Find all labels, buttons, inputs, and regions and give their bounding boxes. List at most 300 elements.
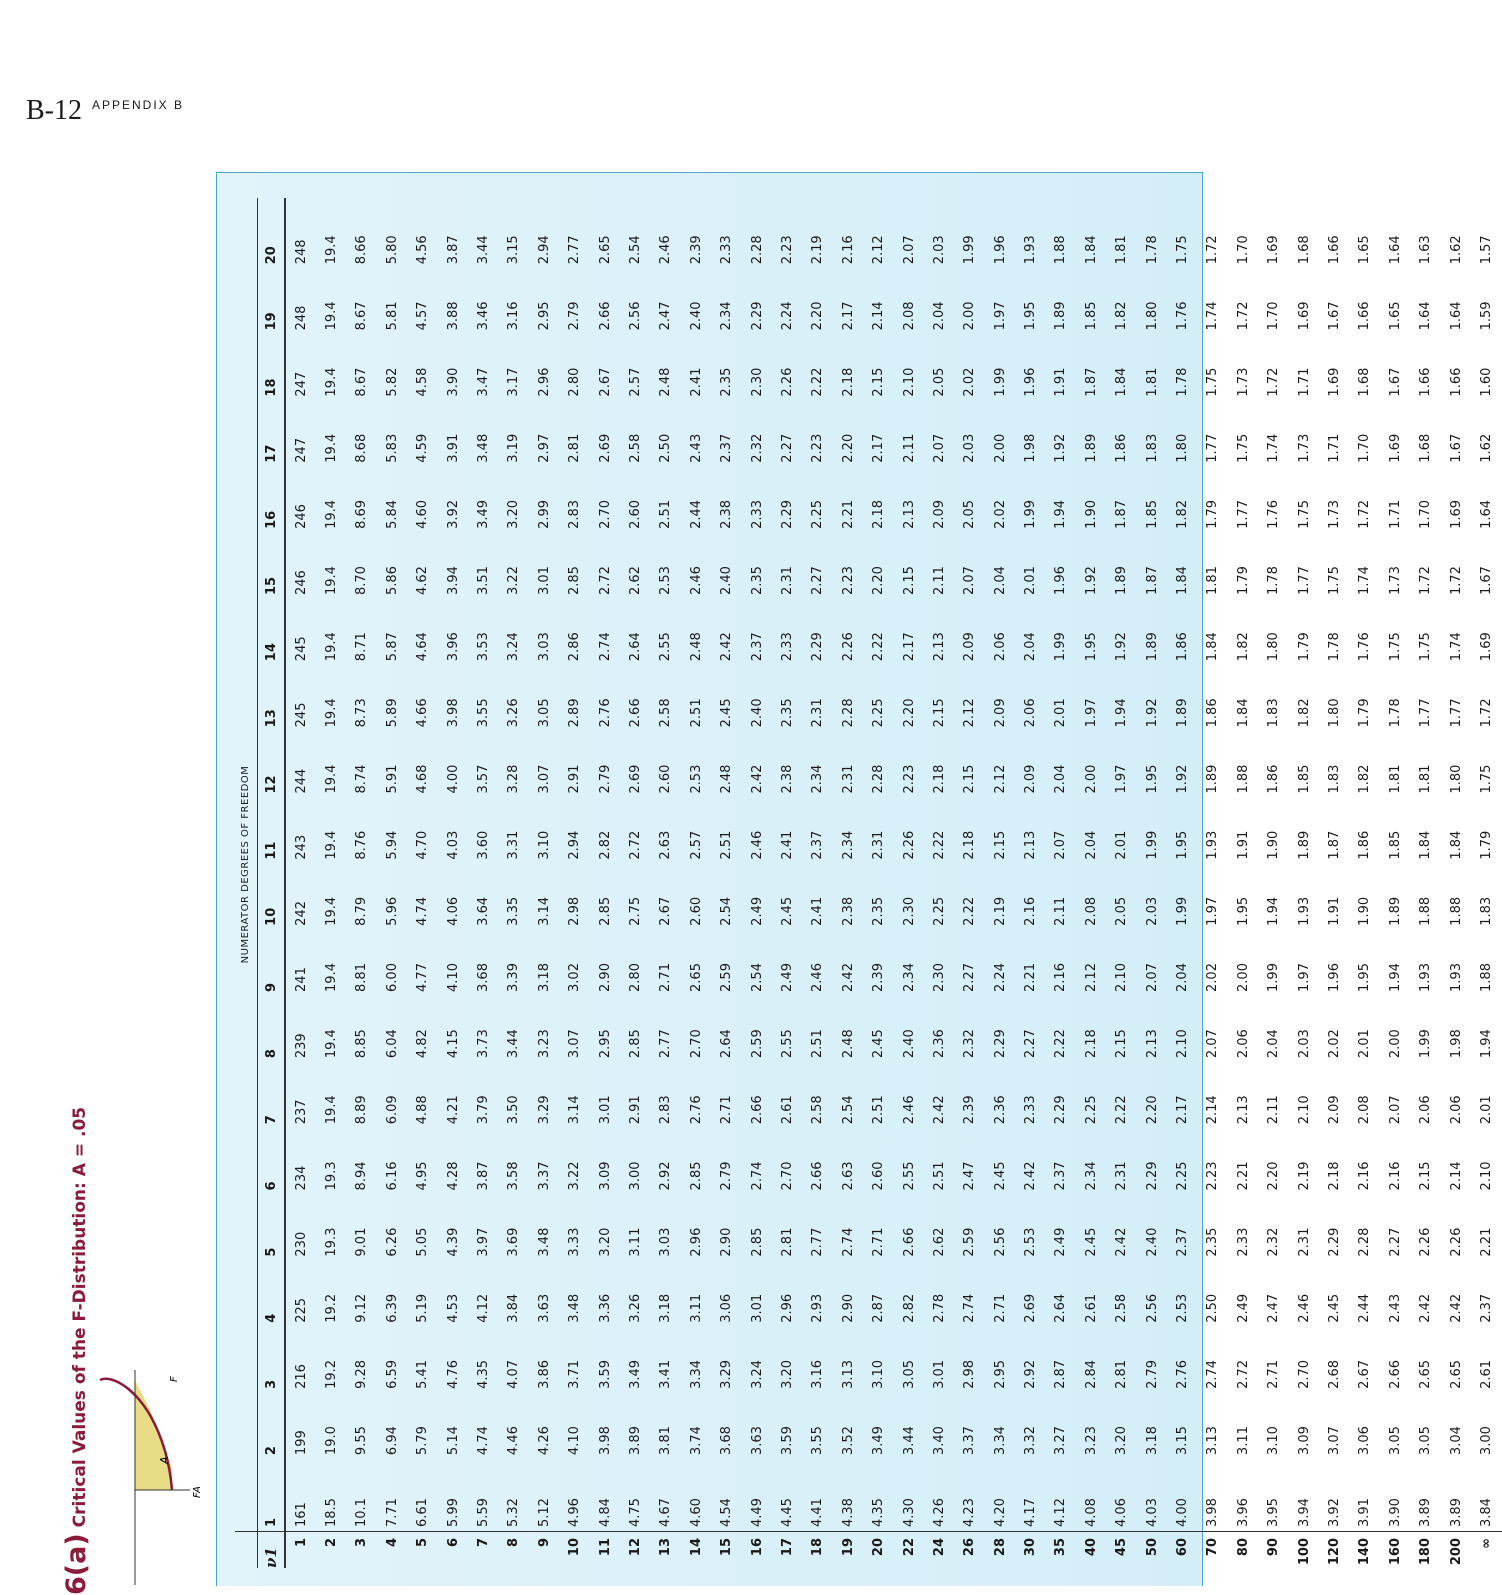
table-cell: 3.91 bbox=[445, 433, 461, 463]
table-cell: 1.75 bbox=[1235, 433, 1251, 463]
table-cell: 2.34 bbox=[901, 963, 917, 992]
table-row bbox=[1015, 198, 1045, 1568]
table-cell: 3.89 bbox=[627, 1426, 643, 1456]
table-cell: 1.94 bbox=[1478, 1029, 1494, 1059]
table-cell: 2.45 bbox=[871, 1029, 887, 1059]
table-cell: 1.79 bbox=[1478, 830, 1494, 860]
table-cell: 1.84 bbox=[1448, 830, 1464, 860]
table-cell: 2.69 bbox=[597, 433, 613, 463]
table-cell: 2.15 bbox=[871, 367, 887, 397]
table-cell: 2.37 bbox=[1053, 1161, 1069, 1191]
table-cell: 2.25 bbox=[1175, 1161, 1191, 1191]
table-cell: 2.34 bbox=[1083, 1161, 1099, 1191]
row-label: 7 bbox=[476, 1538, 492, 1548]
table-cell: 3.24 bbox=[506, 632, 522, 662]
table-cell: 1.94 bbox=[1053, 499, 1069, 529]
table-cell: 2.02 bbox=[992, 499, 1008, 529]
table-cell: 1.87 bbox=[1326, 830, 1342, 860]
column-header-9: 9 bbox=[258, 926, 286, 992]
table-cell: 2.02 bbox=[962, 367, 978, 397]
table-cell: 2.50 bbox=[658, 433, 674, 463]
table-cell: 248 bbox=[293, 239, 309, 265]
row-label: ∞ bbox=[1478, 1538, 1494, 1549]
table-cell: 2.31 bbox=[871, 830, 887, 860]
table-cell: 3.35 bbox=[506, 896, 522, 926]
table-cell: 1.72 bbox=[1448, 566, 1464, 596]
table-cell: 248 bbox=[293, 305, 309, 331]
table-cell: 2.16 bbox=[1387, 1161, 1403, 1191]
table-cell: 2.94 bbox=[567, 830, 583, 860]
table-cell: 2.76 bbox=[688, 1095, 704, 1125]
table-cell: 2.60 bbox=[658, 764, 674, 794]
f-axis-label: F bbox=[169, 1376, 180, 1382]
table-cell: 2.43 bbox=[688, 433, 704, 463]
table-cell: 3.49 bbox=[871, 1426, 887, 1456]
table-cell: 2.40 bbox=[901, 1029, 917, 1059]
table-cell: 3.24 bbox=[749, 1359, 765, 1389]
table-cell: 1.92 bbox=[1114, 632, 1130, 662]
row-label: 4 bbox=[384, 1538, 400, 1548]
table-cell: 2.19 bbox=[810, 235, 826, 265]
table-cell: 1.62 bbox=[1448, 235, 1464, 265]
table-cell: 1.78 bbox=[1387, 698, 1403, 728]
table-cell: 2.07 bbox=[931, 433, 947, 463]
table-cell: 199 bbox=[293, 1430, 309, 1456]
table-cell: 8.85 bbox=[354, 1029, 370, 1059]
table-cell: 2.58 bbox=[1114, 1293, 1130, 1323]
table-cell: 241 bbox=[293, 967, 309, 992]
table-cell: 2.00 bbox=[992, 433, 1008, 463]
table-cell: 1.69 bbox=[1326, 367, 1342, 397]
table-cell: 2.07 bbox=[962, 566, 978, 596]
table-cell: 2.10 bbox=[1478, 1161, 1494, 1191]
table-row bbox=[529, 198, 559, 1568]
table-cell: 1.67 bbox=[1478, 566, 1494, 596]
table-cell: 2.23 bbox=[810, 433, 826, 463]
table-cell: 3.89 bbox=[1441, 1455, 1471, 1531]
f-distribution-tail-figure bbox=[70, 1370, 203, 1585]
table-cell: 4.53 bbox=[445, 1293, 461, 1323]
table-cell: 1.89 bbox=[1083, 433, 1099, 463]
table-cell: 2.29 bbox=[1053, 1095, 1069, 1125]
table-cell: 3.18 bbox=[1144, 1426, 1160, 1456]
table-cell: 3.87 bbox=[445, 235, 461, 265]
row-label: 45 bbox=[1114, 1538, 1130, 1557]
table-cell: 2.30 bbox=[749, 367, 765, 397]
table-cell: 1.64 bbox=[1478, 499, 1494, 529]
table-cell: 3.55 bbox=[810, 1426, 826, 1456]
table-cell: 1.94 bbox=[1114, 698, 1130, 728]
table-row bbox=[347, 198, 377, 1568]
table-cell: 1.76 bbox=[1266, 499, 1282, 529]
table-cell: 5.89 bbox=[384, 698, 400, 728]
table-cell: 2.85 bbox=[597, 896, 613, 926]
table-cell: 237 bbox=[293, 1099, 309, 1125]
table-cell: 3.63 bbox=[749, 1426, 765, 1456]
table-cell: 4.59 bbox=[415, 433, 431, 463]
table-cell: 2.66 bbox=[749, 1095, 765, 1125]
table-cell: 3.18 bbox=[536, 963, 552, 992]
table-cell: 4.62 bbox=[415, 566, 431, 596]
table-cell: 3.39 bbox=[506, 963, 522, 992]
table-cell: 1.69 bbox=[1478, 632, 1494, 662]
table-cell: 3.32 bbox=[1023, 1426, 1039, 1456]
table-cell: 3.90 bbox=[1380, 1455, 1410, 1531]
table-cell: 5.59 bbox=[468, 1455, 498, 1531]
table-cell: 5.32 bbox=[499, 1455, 529, 1531]
table-cell: 3.92 bbox=[445, 499, 461, 529]
table-cell: 2.70 bbox=[597, 499, 613, 529]
table-cell: 1.79 bbox=[1357, 698, 1373, 728]
table-cell: 2.01 bbox=[1478, 1095, 1494, 1125]
table-cell: 2.98 bbox=[567, 896, 583, 926]
table-cell: 2.31 bbox=[1114, 1161, 1130, 1191]
table-cell: 2.20 bbox=[1144, 1095, 1160, 1125]
table-cell: 2.08 bbox=[1083, 896, 1099, 926]
table-cell: 1.77 bbox=[1418, 698, 1434, 728]
column-header-4: 4 bbox=[258, 1257, 286, 1323]
table-cell: 225 bbox=[293, 1297, 309, 1323]
table-cell: 2.51 bbox=[810, 1029, 826, 1059]
table-cell: 2.20 bbox=[871, 566, 887, 596]
table-cell: 2.27 bbox=[810, 566, 826, 596]
table-cell: 2.92 bbox=[658, 1161, 674, 1191]
table-cell: 234 bbox=[293, 1165, 309, 1191]
table-cell: 2.86 bbox=[567, 632, 583, 662]
table-cell: 2.16 bbox=[1357, 1161, 1373, 1191]
table-cell: 1.64 bbox=[1418, 301, 1434, 331]
table-cell: 5.99 bbox=[438, 1455, 468, 1531]
table-cell: 1.77 bbox=[1448, 698, 1464, 728]
table-cell: 2.56 bbox=[627, 301, 643, 331]
table-cell: 4.54 bbox=[711, 1455, 741, 1531]
table-cell: 3.79 bbox=[476, 1095, 492, 1125]
table-cell: 1.99 bbox=[1023, 499, 1039, 529]
table-cell: 2.81 bbox=[567, 433, 583, 463]
table-cell: 2.54 bbox=[719, 896, 735, 926]
column-header-15: 15 bbox=[258, 529, 286, 595]
table-cell: 1.89 bbox=[1053, 301, 1069, 331]
table-cell: 3.10 bbox=[536, 830, 552, 860]
table-cell: 1.72 bbox=[1235, 301, 1251, 331]
table-cell: 2.35 bbox=[749, 566, 765, 596]
row-label: 100 bbox=[1296, 1538, 1312, 1566]
table-cell: 3.34 bbox=[688, 1359, 704, 1389]
table-cell: 2.42 bbox=[749, 764, 765, 794]
table-cell: 4.17 bbox=[1015, 1455, 1045, 1531]
table-cell: 3.03 bbox=[658, 1227, 674, 1257]
table-cell: 2.35 bbox=[1205, 1227, 1221, 1257]
table-row bbox=[1319, 198, 1349, 1568]
table-cell: 2.06 bbox=[1235, 1029, 1251, 1059]
table-cell: 1.99 bbox=[1053, 632, 1069, 662]
table-cell: 3.22 bbox=[567, 1161, 583, 1191]
table-cell: 1.81 bbox=[1114, 235, 1130, 265]
table-cell: 4.07 bbox=[506, 1359, 522, 1389]
table-cell: 2.21 bbox=[1478, 1227, 1494, 1257]
table-row bbox=[863, 198, 893, 1568]
table-cell: 2.02 bbox=[1326, 1029, 1342, 1059]
table-cell: 4.58 bbox=[415, 367, 431, 397]
table-cell: 2.29 bbox=[810, 632, 826, 662]
table-cell: 2.45 bbox=[1083, 1227, 1099, 1257]
table-cell: 161 bbox=[285, 1455, 316, 1531]
table-cell: 5.14 bbox=[445, 1426, 461, 1456]
table-cell: 4.88 bbox=[415, 1095, 431, 1125]
table-cell: 1.70 bbox=[1235, 235, 1251, 265]
table-cell: 1.91 bbox=[1326, 896, 1342, 926]
table-cell: 3.18 bbox=[658, 1293, 674, 1323]
page-header bbox=[26, 95, 184, 127]
table-cell: 2.31 bbox=[810, 698, 826, 728]
table-cell: 19.4 bbox=[324, 499, 340, 529]
table-cell: 2.50 bbox=[1205, 1293, 1221, 1323]
table-cell: 1.88 bbox=[1235, 764, 1251, 794]
table-cell: 3.81 bbox=[658, 1426, 674, 1456]
table-cell: 2.10 bbox=[1175, 1029, 1191, 1059]
table-row bbox=[742, 198, 772, 1568]
table-cell: 2.87 bbox=[1053, 1359, 1069, 1389]
numerator-df-header: NUMERATOR DEGREES OF FREEDOM bbox=[235, 198, 258, 1532]
table-cell: 2.49 bbox=[1235, 1293, 1251, 1323]
table-cell: 1.94 bbox=[1387, 963, 1403, 992]
table-cell: 2.32 bbox=[962, 1029, 978, 1059]
table-cell: 2.16 bbox=[1023, 896, 1039, 926]
table-cell: 1.97 bbox=[1205, 896, 1221, 926]
table-cell: 2.37 bbox=[1478, 1293, 1494, 1323]
corner-cell bbox=[235, 1532, 258, 1569]
table-cell: 1.76 bbox=[1357, 632, 1373, 662]
table-cell: 2.79 bbox=[567, 301, 583, 331]
table-cell: 3.05 bbox=[1418, 1426, 1434, 1456]
table-cell: 4.26 bbox=[536, 1426, 552, 1456]
table-cell: 3.05 bbox=[1387, 1426, 1403, 1456]
table-cell: 3.07 bbox=[536, 764, 552, 794]
table-cell: 1.78 bbox=[1175, 367, 1191, 397]
table-cell: 2.39 bbox=[871, 963, 887, 992]
table-cell: 6.26 bbox=[384, 1227, 400, 1257]
table-cell: 6.39 bbox=[384, 1293, 400, 1323]
table-cell: 4.23 bbox=[955, 1455, 985, 1531]
table-cell: 1.86 bbox=[1114, 433, 1130, 463]
table-cell: 6.00 bbox=[384, 963, 400, 992]
table-cell: 2.51 bbox=[658, 499, 674, 529]
table-cell: 3.16 bbox=[506, 301, 522, 331]
table-cell: 2.37 bbox=[810, 830, 826, 860]
table-row bbox=[1380, 198, 1410, 1568]
row-label: 28 bbox=[992, 1538, 1008, 1557]
table-cell: 2.05 bbox=[1114, 896, 1130, 926]
table-cell: 1.67 bbox=[1326, 301, 1342, 331]
row-label: 15 bbox=[719, 1538, 735, 1557]
row-label: 80 bbox=[1235, 1538, 1251, 1557]
table-cell: 2.32 bbox=[749, 433, 765, 463]
table-cell: 2.59 bbox=[962, 1227, 978, 1257]
table-cell: 2.78 bbox=[931, 1293, 947, 1323]
table-cell: 2.06 bbox=[1418, 1095, 1434, 1125]
table-cell: 2.26 bbox=[779, 367, 795, 397]
table-cell: 1.68 bbox=[1296, 235, 1312, 265]
table-cell: 2.87 bbox=[871, 1293, 887, 1323]
table-cell: 1.84 bbox=[1114, 367, 1130, 397]
table-cell: 1.74 bbox=[1357, 566, 1373, 596]
table-cell: 1.64 bbox=[1448, 301, 1464, 331]
table-panel bbox=[216, 172, 1494, 1586]
table-cell: 2.05 bbox=[931, 367, 947, 397]
table-cell: 1.89 bbox=[1114, 566, 1130, 596]
table-cell: 1.83 bbox=[1326, 764, 1342, 794]
table-cell: 1.73 bbox=[1387, 566, 1403, 596]
table-cell: 3.90 bbox=[445, 367, 461, 397]
table-cell: 2.46 bbox=[810, 963, 826, 992]
table-cell: 5.91 bbox=[384, 764, 400, 794]
table-cell: 8.94 bbox=[354, 1161, 370, 1191]
table-cell: 1.82 bbox=[1175, 499, 1191, 529]
table-row bbox=[1441, 198, 1471, 1568]
table-cell: 2.09 bbox=[1023, 764, 1039, 794]
table-cell: 1.89 bbox=[1387, 896, 1403, 926]
table-cell: 3.09 bbox=[1296, 1426, 1312, 1456]
table-number: 6(a) bbox=[61, 1533, 92, 1595]
table-cell: 5.05 bbox=[415, 1227, 431, 1257]
table-row bbox=[1350, 198, 1380, 1568]
table-cell: 6.94 bbox=[384, 1426, 400, 1456]
table-cell: 19.4 bbox=[324, 566, 340, 596]
table-cell: 3.86 bbox=[536, 1359, 552, 1389]
table-cell: 1.78 bbox=[1326, 632, 1342, 662]
table-cell: 1.99 bbox=[1418, 1029, 1434, 1059]
table-cell: 2.74 bbox=[962, 1293, 978, 1323]
table-cell: 1.72 bbox=[1266, 367, 1282, 397]
table-cell: 3.71 bbox=[567, 1359, 583, 1389]
table-cell: 1.90 bbox=[1083, 499, 1099, 529]
table-cell: 1.79 bbox=[1205, 499, 1221, 529]
table-cell: 2.60 bbox=[627, 499, 643, 529]
table-cell: 4.49 bbox=[742, 1455, 772, 1531]
table-cell: 1.99 bbox=[1175, 896, 1191, 926]
table-cell: 1.62 bbox=[1478, 433, 1494, 463]
table-cell: 2.18 bbox=[840, 367, 856, 397]
table-cell: 4.08 bbox=[1076, 1455, 1106, 1531]
table-cell: 1.93 bbox=[1418, 963, 1434, 992]
table-cell: 2.48 bbox=[688, 632, 704, 662]
table-cell: 2.76 bbox=[597, 698, 613, 728]
table-cell: 2.18 bbox=[1083, 1029, 1099, 1059]
table-cell: 2.96 bbox=[536, 367, 552, 397]
table-cell: 1.65 bbox=[1357, 235, 1373, 265]
table-cell: 2.79 bbox=[719, 1161, 735, 1191]
table-cell: 6.04 bbox=[384, 1029, 400, 1059]
table-cell: 1.68 bbox=[1418, 433, 1434, 463]
table-cell: 2.95 bbox=[536, 301, 552, 331]
row-label: 60 bbox=[1175, 1538, 1191, 1557]
table-cell: 3.36 bbox=[597, 1293, 613, 1323]
corner-label bbox=[258, 1532, 286, 1569]
table-cell: 2.01 bbox=[1053, 698, 1069, 728]
table-cell: 2.47 bbox=[962, 1161, 978, 1191]
table-cell: 9.55 bbox=[354, 1426, 370, 1456]
row-label: 26 bbox=[962, 1538, 978, 1557]
table-cell: 2.33 bbox=[1235, 1227, 1251, 1257]
table-cell: 2.30 bbox=[901, 896, 917, 926]
table-cell: 2.71 bbox=[719, 1095, 735, 1125]
table-cell: 19.4 bbox=[324, 698, 340, 728]
table-cell: 8.70 bbox=[354, 566, 370, 596]
table-cell: 2.26 bbox=[840, 632, 856, 662]
row-label: 70 bbox=[1205, 1538, 1221, 1557]
table-cell: 4.82 bbox=[415, 1029, 431, 1059]
table-cell: 2.21 bbox=[1023, 963, 1039, 992]
table-cell: 245 bbox=[293, 702, 309, 728]
table-cell: 3.19 bbox=[506, 433, 522, 463]
table-row bbox=[620, 198, 650, 1568]
table-cell: 4.20 bbox=[985, 1455, 1015, 1531]
table-cell: 2.09 bbox=[1326, 1095, 1342, 1125]
table-cell: 2.90 bbox=[719, 1227, 735, 1257]
table-cell: 1.72 bbox=[1357, 499, 1373, 529]
table-cell: 1.96 bbox=[1053, 566, 1069, 596]
table-cell: 1.88 bbox=[1418, 896, 1434, 926]
table-cell: 4.06 bbox=[445, 896, 461, 926]
table-cell: 2.17 bbox=[1175, 1095, 1191, 1125]
table-cell: 2.08 bbox=[1357, 1095, 1373, 1125]
table-cell: 2.85 bbox=[749, 1227, 765, 1257]
table-row bbox=[468, 198, 498, 1568]
table-cell: 2.46 bbox=[901, 1095, 917, 1125]
table-cell: 4.30 bbox=[894, 1455, 924, 1531]
table-cell: 2.10 bbox=[1296, 1095, 1312, 1125]
table-cell: 2.81 bbox=[1114, 1359, 1130, 1389]
table-cell: 1.78 bbox=[1266, 566, 1282, 596]
table-cell: 2.64 bbox=[627, 632, 643, 662]
table-cell: 2.54 bbox=[749, 963, 765, 992]
table-cell: 3.01 bbox=[536, 566, 552, 596]
table-cell: 4.60 bbox=[415, 499, 431, 529]
table-cell: 2.20 bbox=[840, 433, 856, 463]
table-cell: 3.20 bbox=[506, 499, 522, 529]
table-cell: 2.22 bbox=[1053, 1029, 1069, 1059]
table-cell: 3.53 bbox=[476, 632, 492, 662]
table-row bbox=[316, 198, 346, 1568]
table-cell: 2.72 bbox=[597, 566, 613, 596]
table-cell: 1.85 bbox=[1083, 301, 1099, 331]
table-cell: 3.41 bbox=[658, 1359, 674, 1389]
table-cell: 2.04 bbox=[1266, 1029, 1282, 1059]
table-cell: 2.33 bbox=[749, 499, 765, 529]
table-cell: 2.99 bbox=[536, 499, 552, 529]
table-cell: 1.74 bbox=[1448, 632, 1464, 662]
table-cell: 1.75 bbox=[1205, 367, 1221, 397]
table-cell: 4.21 bbox=[445, 1095, 461, 1125]
table-cell: 3.20 bbox=[597, 1227, 613, 1257]
table-cell: 8.67 bbox=[354, 301, 370, 331]
table-cell: 9.28 bbox=[354, 1359, 370, 1389]
table-cell: 1.72 bbox=[1205, 235, 1221, 265]
table-cell: 2.72 bbox=[1235, 1359, 1251, 1389]
table-cell: 2.18 bbox=[931, 764, 947, 794]
table-cell: 1.97 bbox=[992, 301, 1008, 331]
table-cell: 4.12 bbox=[476, 1293, 492, 1323]
table-cell: 2.39 bbox=[688, 235, 704, 265]
table-cell: 1.74 bbox=[1266, 433, 1282, 463]
table-cell: 3.26 bbox=[506, 698, 522, 728]
table-cell: 2.42 bbox=[931, 1095, 947, 1125]
table-cell: 2.15 bbox=[931, 698, 947, 728]
row-label: 12 bbox=[627, 1538, 643, 1557]
table-cell: 5.19 bbox=[415, 1293, 431, 1323]
table-cell: 1.67 bbox=[1448, 433, 1464, 463]
table-cell: 4.45 bbox=[772, 1455, 802, 1531]
